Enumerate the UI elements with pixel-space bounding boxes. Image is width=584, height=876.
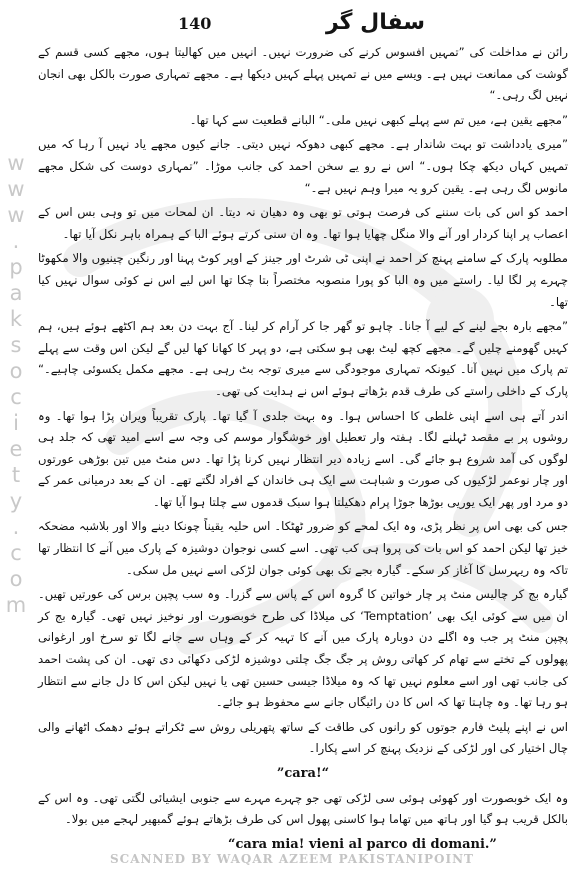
watermark-char: w xyxy=(7,177,25,201)
page-number: 140 xyxy=(178,14,212,33)
paragraph: جس کی بھی اس پر نظر پڑی، وہ ایک لمحے کو ضرور ٹھٹکا۔ اس حلیہ یقیناً چونکا دینے والا اور بلاشبہ مضحکہ خیز تھا لیکن احمد کو اس بات کی پروا ہی کب تھی۔ اسے کسی نوجوان دوشیزہ کے پارک میں آنے کا انتظار تھا تاکہ وہ ریہرسل کا آغاز کر سکے۔ گیارہ بجے تک بھی کوئی جوان لڑکی اسے نہیں مل سکی۔ xyxy=(38,519,568,577)
book-title: سفال گر xyxy=(326,10,425,35)
site-watermark xyxy=(4,150,28,618)
watermark-char: o xyxy=(9,567,23,591)
watermark-char: w xyxy=(7,151,25,175)
page-body xyxy=(38,42,568,852)
paragraph: اس نے اپنے پلیٹ فارم جوتوں کو رانوں کی طاقت کے ساتھ پتھریلی روش سے ٹکراتے ہوئے دھمک اٹھانے والی چال اختیار کی اور لڑکی کے نزدیک پہنچ کر اسے پکارا۔ xyxy=(38,719,568,756)
watermark-char: k xyxy=(9,307,23,331)
watermark-char: . xyxy=(12,515,20,539)
paragraph: رائن نے مداخلت کی ”تمہیں افسوس کرنے کی ضرورت نہیں۔ انہیں میں کھالیتا ہوں، مجھے کسی قسم کے گوشت کی ممانعت نہیں ہے۔ ویسے میں نے تمہیں پہلے کہیں دیکھا ہے۔ مجھے تمہاری صورت بالکل بھی انجان نہیں لگ رہی۔“ xyxy=(38,45,568,103)
paragraph: وہ ایک خوبصورت اور کھوئی ہوئی سی لڑکی تھی جو چہرے مہرے سے جنوبی ایشیائی لگتی تھی۔ وہ اس کے بالکل قریب ہو گیا اور ہاتھ میں تھاما ہوا کاسنی پھول اس کی طرف بڑھاتے ہوئے گمبھیر لہجے میں بولا۔ xyxy=(38,790,568,827)
paragraph: ”cara!“ xyxy=(276,766,330,781)
watermark-char: w xyxy=(7,203,25,227)
paragraph: اندر آتے ہی اسے اپنی غلطی کا احساس ہوا۔ وہ بہت جلدی آ گیا تھا۔ پارک تقریباً ویران پڑا ہوا تھا۔ وہ روشوں پر بے مقصد ٹہلنے لگا۔ ہفتہ وار تعطیل اور خوشگوار موسم کی وجہ سے اسے امید تھی کہ جلد ہی لوگوں کی آمد شروع ہو جائے گی۔ اسے زیادہ دیر انتظار نہیں کرنا پڑا تھا۔ دس منٹ میں تین بوڑھی عورتوں اور چار نوعمر لڑکیوں کی صورت و شباہت سے ایک ہی خاندان کے افراد لگتے تھے۔ ان کے بعد درمیانی عمر کے دو مرد اور پھر ایک یوریی بوڑھا جوڑا پرام دھکیلتا ہوا سبک قدموں سے چلتا ہوا آیا تھا۔ xyxy=(38,408,568,509)
watermark-char: y xyxy=(9,489,23,513)
paragraph: ”مجھے بارہ بجے لینے کے لیے آ جانا۔ چاہو تو گھر جا کر آرام کر لینا۔ آج بہت دن بعد ہم اکٹھے ہوئے ہیں، ہم کہیں گھومنے چلیں گے۔ مجھے کچھ لیٹ بھی ہو سکتی ہے، دو پہر کا کھانا کھا لیں گے لیکن اس وقت سے پہلے تم پارک میں نہیں آنا۔ کیونکہ تمہاری موجودگی سے میری توجہ بٹ رہی ہے۔ مجھے مکمل یکسوئی چاہیے۔“ پارک کے داخلی راستے کی طرف قدم بڑھاتے ہوئے اس نے ہدایت کی تھی۔ xyxy=(38,319,568,398)
watermark-char: a xyxy=(9,281,23,305)
paragraph: “cara mia! vieni al parco di domani.” xyxy=(228,836,497,852)
watermark-char: c xyxy=(10,385,22,409)
watermark-char: i xyxy=(13,411,19,435)
watermark-char: . xyxy=(12,229,20,253)
watermark-char: s xyxy=(10,333,22,357)
paragraph: مطلوبہ پارک کے سامنے پہنچ کر احمد نے اپنی ٹی شرٹ اور جینز کے اوپر کوٹ پہنا اور رنگین چینیوں والا مکھوٹا چہرے پر لگا لیا۔ راستے میں وہ البا کو پورا منصوبہ مختصراً بتا چکا تھا اس لیے اس نے کوئی سوال نہیں کیا تھا۔ xyxy=(38,251,568,309)
paragraph: احمد کو اس کی بات سننے کی فرصت ہوتی تو بھی وہ دھیان نہ دیتا۔ ان لمحات میں تو وہی بس اس کے اعصاب پر اپنا کردار اور آنے والا منگل چھایا ہوا تھا۔ وہ ان سنی کرتے ہوئے البا کے ہمراہ باہر نکل آیا تھا۔ xyxy=(38,205,568,241)
paragraph: گیارہ بج کر چالیس منٹ پر چار خواتین کا گروہ اس کے پاس سے گزرا۔ وہ سب پچپن برس کی عورتیں تھیں۔ ان میں سے کوئی ایک بھی ’Temptation‘ کی میلاڈا کی طرح خوبصورت اور نوخیز نہیں تھی۔ گیارہ بج کر پچپن منٹ پر جب وہ اگلے دن دوبارہ پارک میں آنے کا تہیہ کر کے وہاں سے جانے لگا تو سرخ اور ارغوانی پھولوں کے تختے سے تھام کر کھاتی روش پر جگ جگ چلتی دوشیزہ لڑکی دکھائی دی تھی۔ ان کی پشت احمد کی جانب تھی اور اسے معلوم نہیں تھا کہ وہ میلاڈا جیسی حسین تھی یا نہیں لیکن اس کا دل جانے سے انتظار ہو رہا تھا۔ وہ چاہتا تھا کہ اس کا دن رائیگاں جانے سے محفوظ ہو جائے۔ xyxy=(38,587,568,710)
watermark-char: m xyxy=(5,593,27,617)
paragraph: ”میری یادداشت تو بہت شاندار ہے۔ مجھے کبھی دھوکہ نہیں دیتی۔ جانے کیوں مجھے یاد نہیں آ رہا کہ میں تمہیں کہاں دیکھ چکا ہوں۔“ اس نے رو یے سخن احمد کی جانب موڑا۔ ”تمہاری دوست کی شکل مجھے مانوس لگ رہی ہے۔ یقین کرو یہ میرا وہم نہیں ہے۔“ xyxy=(38,137,568,195)
watermark-char: o xyxy=(9,359,23,383)
watermark-char: p xyxy=(9,255,23,279)
page-header xyxy=(0,10,584,44)
paragraph: ”مجھے یقین ہے، میں تم سے پہلے کبھی نہیں ملی۔“ البانے قطعیت سے کہا تھا۔ xyxy=(189,112,568,127)
watermark-char: e xyxy=(9,437,23,461)
watermark-char: c xyxy=(10,541,22,565)
watermark-char: t xyxy=(11,463,21,487)
scan-credit: SCANNED BY WAQAR AZEEM PAKISTANIPOINT xyxy=(110,852,474,866)
